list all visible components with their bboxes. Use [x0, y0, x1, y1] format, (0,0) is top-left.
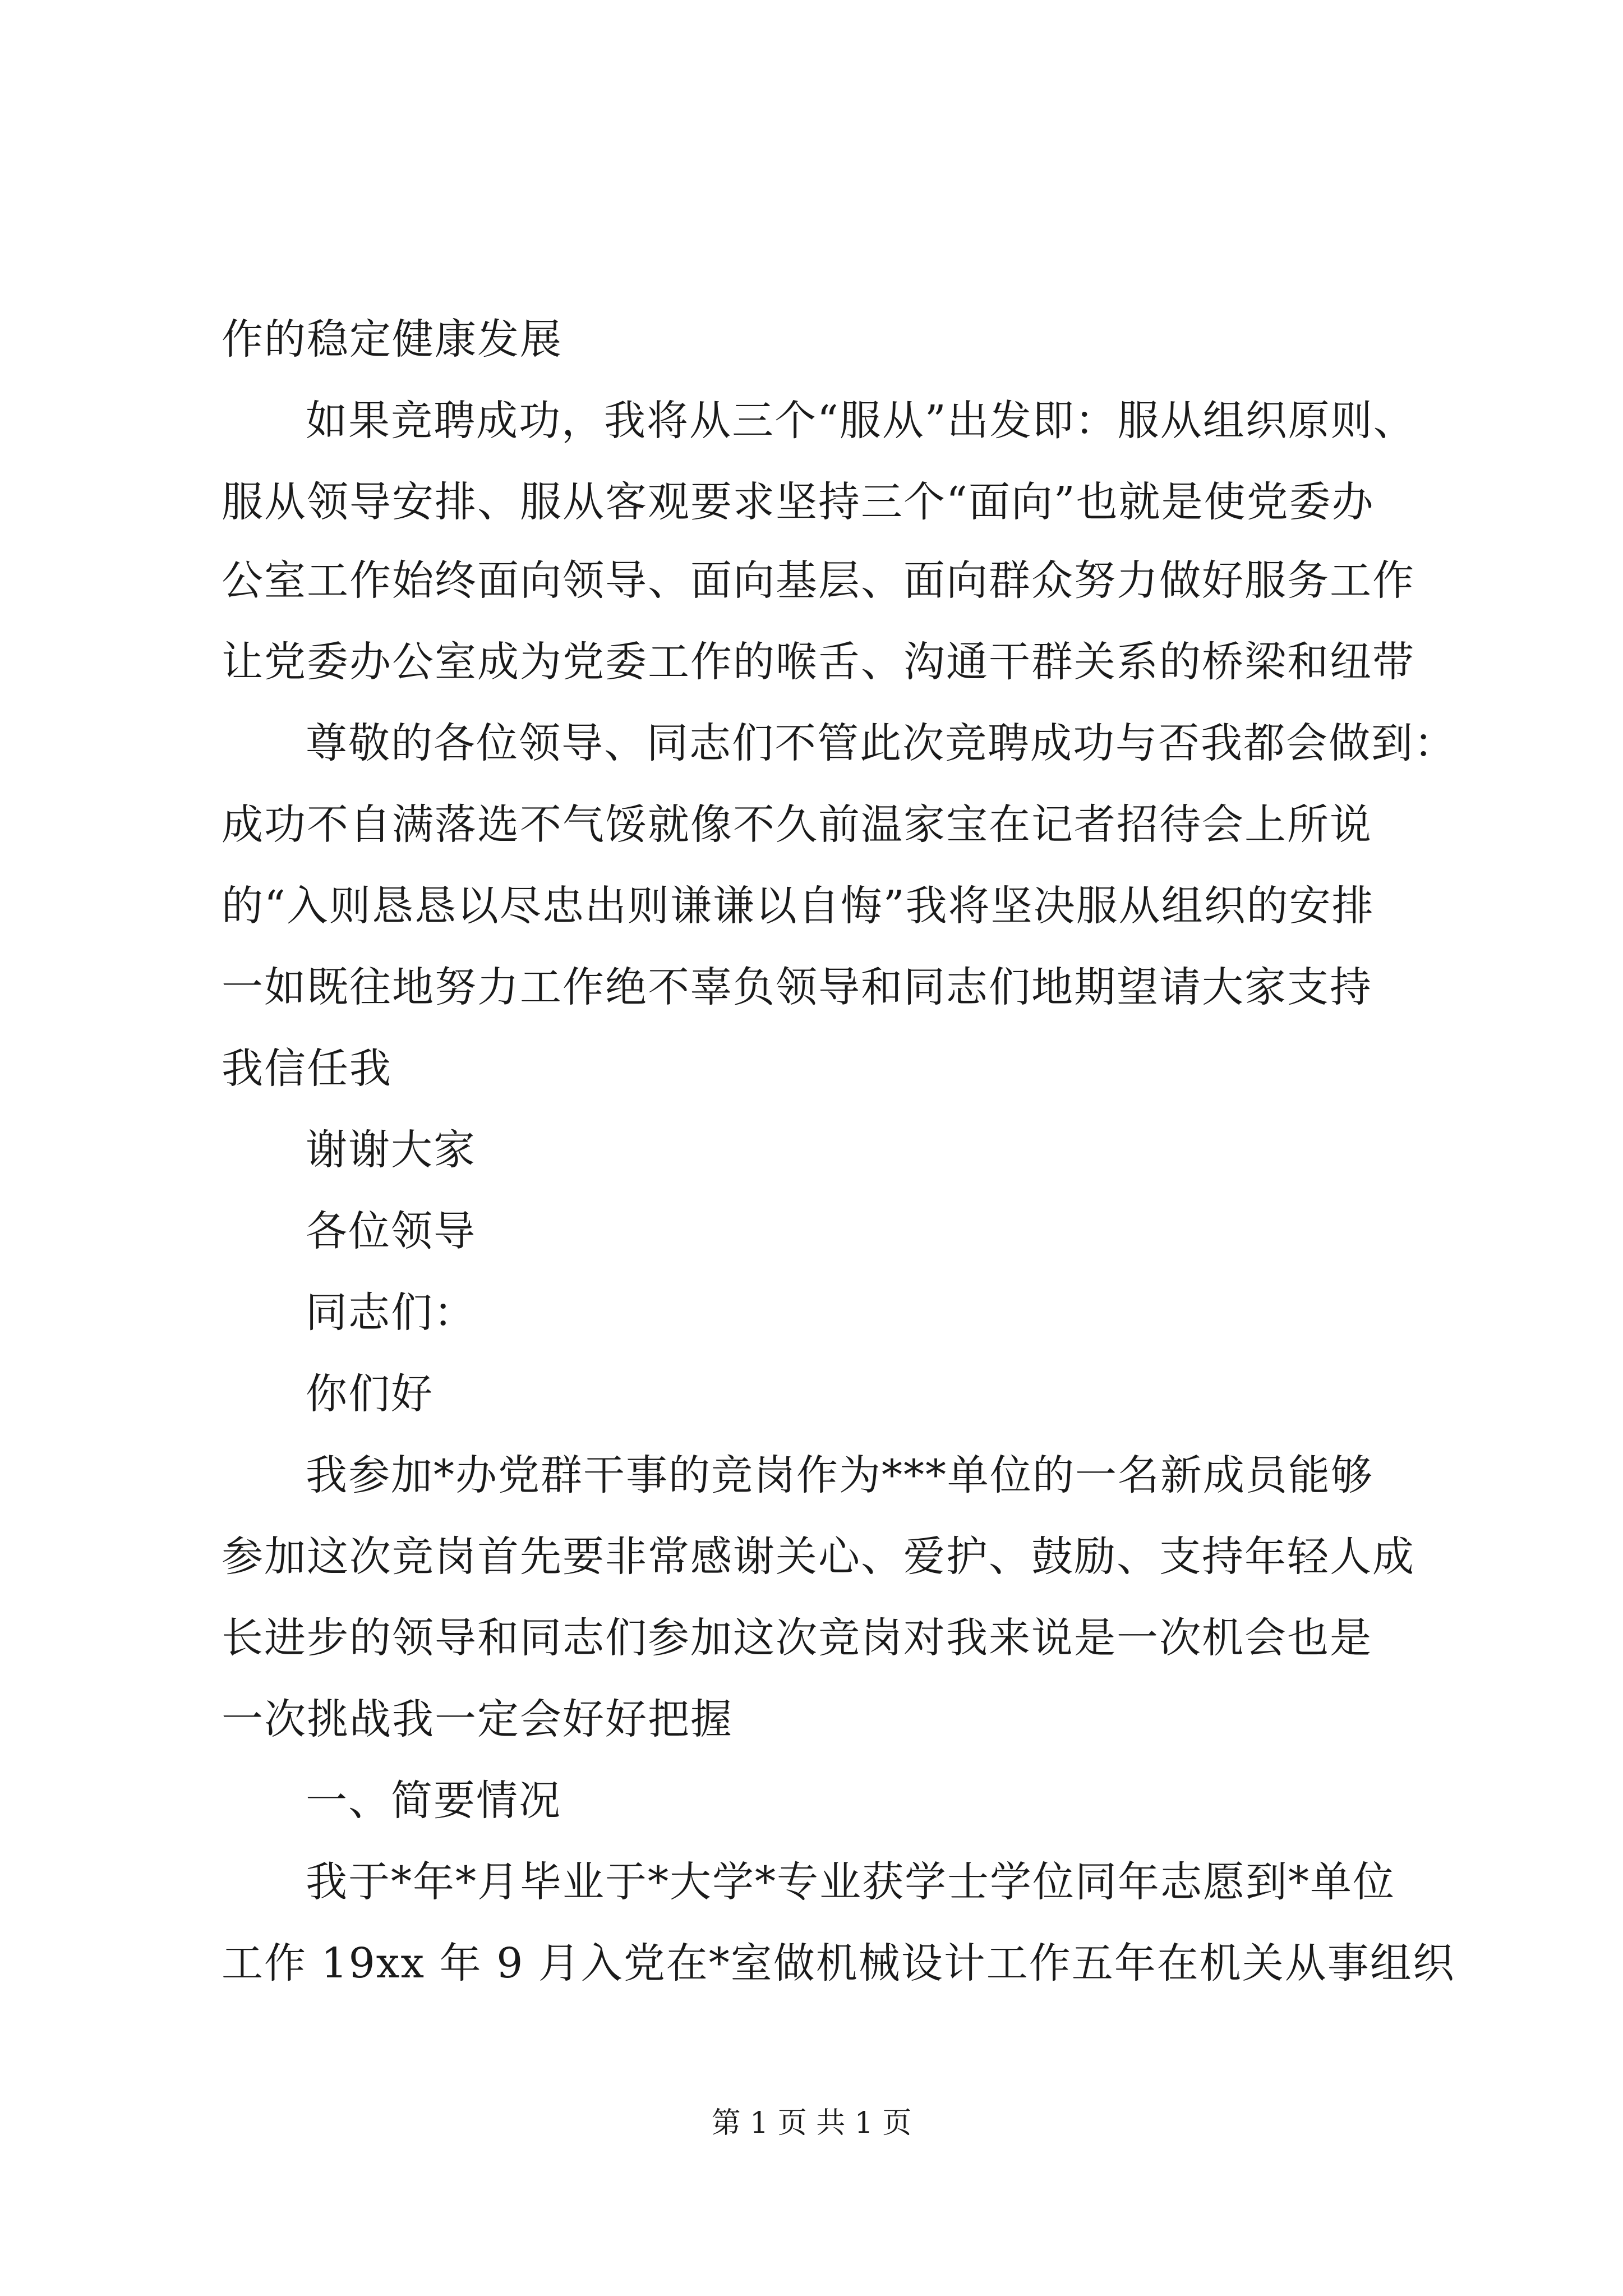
paragraph-start-line: 尊敬的各位领导、同志们不管此次竞聘成功与否我都会做到： — [306, 719, 1456, 767]
salutation-line: 各位领导 — [306, 1207, 476, 1255]
text-line: 成功不自满落选不气馁就像不久前温家宝在记者招待会上所说 — [222, 800, 1372, 849]
text-line: 长进步的领导和同志们参加这次竞岗对我来说是一次机会也是 — [222, 1614, 1372, 1662]
text-line: 公室工作始终面向领导、面向基层、面向群众努力做好服务工作 — [222, 556, 1415, 605]
text-line: 让党委办公室成为党委工作的喉舌、沟通干群关系的桥梁和纽带 — [222, 638, 1415, 686]
text-line: 一次挑战我一定会好好把握 — [222, 1695, 733, 1743]
text-line: 工作 19xx 年 9 月入党在*室做机械设计工作五年在机关从事组织 — [222, 1939, 1455, 1987]
text-line: 的“入则恳恳以尽忠出则谦谦以自悔”我将坚决服从组织的安排 — [222, 882, 1375, 930]
text-line: 服从领导安排、服从客观要求坚持三个“面向”也就是使党委办 — [222, 478, 1375, 526]
page-footer: 第 1 页 共 1 页 — [711, 2106, 912, 2140]
text-line: 作的稳定健康发展 — [222, 315, 562, 364]
section-heading: 一、简要情况 — [306, 1777, 561, 1825]
closing-line: 谢谢大家 — [306, 1126, 476, 1174]
salutation-line: 同志们： — [306, 1289, 476, 1337]
text-line: 参加这次竞岗首先要非常感谢关心、爱护、鼓励、支持年轻人成 — [222, 1533, 1415, 1581]
greeting-line: 你们好 — [306, 1370, 434, 1418]
text-line: 一如既往地努力工作绝不辜负领导和同志们地期望请大家支持 — [222, 963, 1372, 1011]
paragraph-start-line: 我参加*办党群干事的竞岗作为***单位的一名新成员能够 — [306, 1451, 1373, 1499]
text-line: 我信任我 — [222, 1045, 392, 1093]
paragraph-start-line: 如果竞聘成功，我将从三个“服从”出发即：服从组织原则、 — [306, 397, 1416, 445]
paragraph-start-line: 我于*年*月毕业于*大学*专业获学士学位同年志愿到*单位 — [306, 1858, 1395, 1906]
